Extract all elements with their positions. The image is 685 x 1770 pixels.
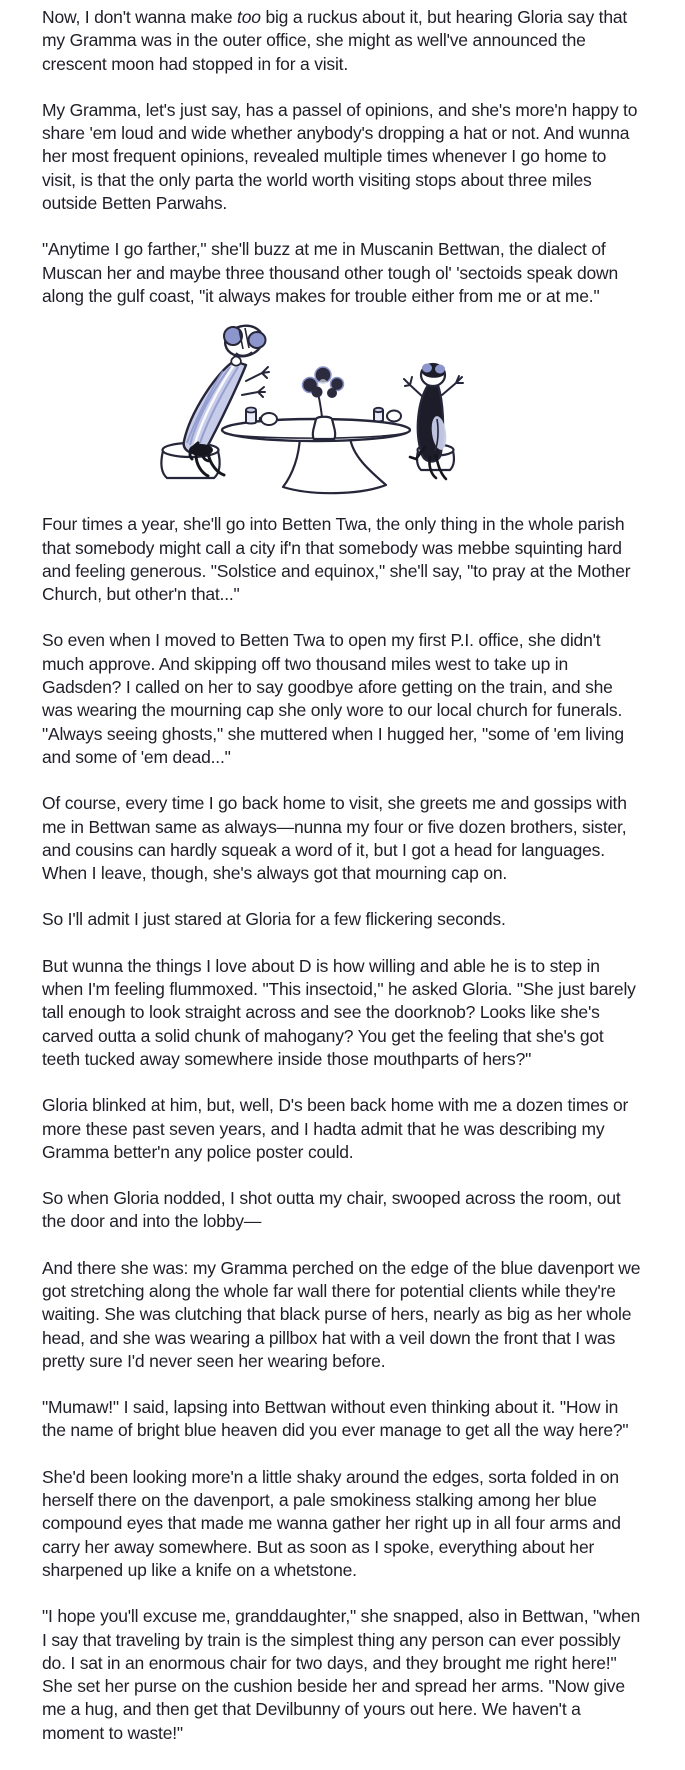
paragraph: "Anytime I go farther," she'll buzz at me in Muscanin Bettwan, the dialect of Muscan her and maybe three thousand other tough ol' 'sectoids speak down along the gulf coast, "it always makes for trouble either from me or at me." [42,239,618,306]
paragraph: Of course, every time I go back home to visit, she greets me and gossips with me in Bettwan same as always—nunna my four or five dozen brothers, sister, and cousins can hardly squeak a word of it, but I got a head for languages. When I leave, though, she's always got that mourning cap on. [42,793,627,884]
paragraph: But wunna the things I love about D is how willing and able he is to step in when I'm feeling flummoxed. "This insectoid," he asked Gloria. "She just barely tall enough to look straight across and see the doorknob? Looks like she's carved outta a solid chunk of mahogany? You get the feeling that she's got teeth tucked away somewhere inside those mouthparts of hers?" [42,955,636,1069]
cups-left-figure [246,408,277,426]
paragraph: Four times a year, she'll go into Betten Twa, the only thing in the whole parish that somebody might call a city if'n that somebody was mebbe squinting hard and feeling generous. "Solstice and equinox," she'll say, "to pray at the Mother Church, but other'n that..." [42,514,631,605]
paragraph: So I'll admit I just stared at Gloria for a few flickering seconds. [42,909,506,930]
paragraph: And there she was: my Gramma perched on the edge of the blue davenport we got stretching along the whole far wall there for potential clients while they're waiting. She was clutching that black purse of hers, nearly as big as her whole head, and she was wearing a pillbox hat with a veil down the front that I was pretty sure I'd never seen her wearing before. [42,1257,641,1371]
paragraph: So even when I moved to Betten Twa to open my first P.I. office, she didn't much approve. And skipping off two thousand miles west to take up in Gadsden? I called on her to say goodbye afore getting on the train, and she was wearing the mourning cap she only wore to our local church for funerals. "Always seeing ghosts," she muttered when I hugged her, "some of 'em living and some of 'em dead..." [42,630,624,767]
left-insectoid-figure [184,323,269,476]
paragraph: "I hope you'll excuse me, granddaughter," she snapped, also in Bettwan, "when I say that traveling by train is the simplest thing any person can ever possibly do. I sat in an enormous chair for two days, and they brought me right here!" She set her purse on the cushion beside her and spread her arms. "Now give me a hug, and then get that Devilbunny of yours out here. We haven't a moment to waste!" [42,1606,641,1743]
paragraph: "Mumaw!" I said, lapsing into Bettwan without even thinking about it. "How in the name of bright blue heaven did you ever manage to get all the way here?" [42,1397,629,1441]
paragraph: Gloria blinked at him, but, well, D's been back home with me a dozen times or more these past seven years, and I hadta admit that he was describing my Gramma better'n any police poster could. [42,1095,629,1162]
cups-right-figure [374,408,401,422]
intro-text-pre: Now, I don't wanna make [42,7,238,27]
paragraph: So when Gloria nodded, I shot outta my chair, swooped across the room, out the door and into the lobby— [42,1188,621,1232]
story-illustration [146,323,478,497]
story-content [42,6,642,1745]
paragraph: My Gramma, let's just say, has a passel of opinions, and she's more'n happy to share 'em loud and wide whether anybody's dropping a hat or not. And wunna her most frequent opinions, revealed multiple times whenever I go home to visit, is that the only parta the world worth visiting stops about three miles outside Betten Parwahs. [42,99,638,214]
right-insectoid-head [421,364,445,387]
intro-text-post: big a ruckus about it, but hearing Gloria say that my Gramma was in the outer office, she might as well've announced the crescent moon had stopped in for a visit. [42,7,628,74]
paragraph: She'd been looking more'n a little shaky around the edges, sorta folded in on herself there on the davenport, a pale smokiness stalking among her blue compound eyes that made me wanna gather her right up in all four arms and carry her away somewhere. But as soon as I spoke, everything about her sharpened up like a knife on a whetstone. [42,1466,621,1580]
left-insectoid-head [222,323,266,360]
intro-italic-word: too [237,7,261,27]
paragraph-intro [42,6,642,76]
table-pedestal-figure [283,437,386,493]
